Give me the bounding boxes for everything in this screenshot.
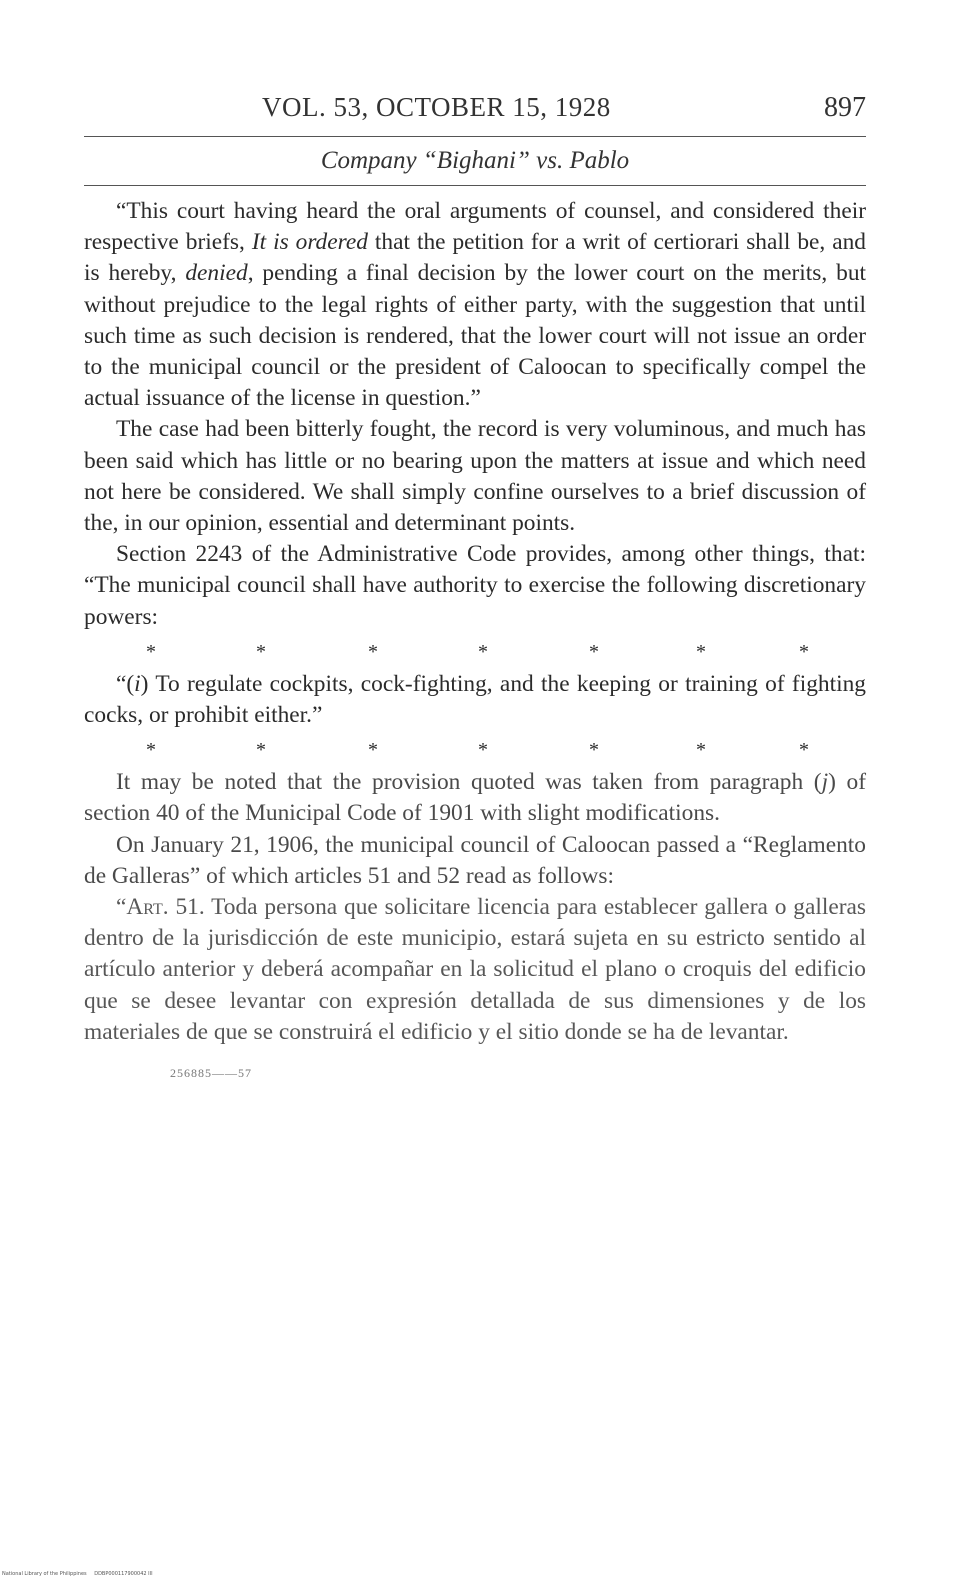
star: * bbox=[478, 640, 488, 663]
paragraph-article-51 bbox=[84, 892, 866, 1048]
provision-note-letter: j bbox=[821, 769, 829, 796]
star: * bbox=[256, 640, 266, 663]
provision-note-part-2: ) of section 40 of the Municipal Code of 1901 with slight modifications. bbox=[84, 769, 866, 827]
article-51-text: 51. Toda persona que solicitare licencia para establecer gallera o galleras dentro de la jurisdicción de este municipio, estará sujeta en su estricto sentido al artículo anterior y deberá acompañar en la solicitud el plano o croquis del edificio que se desee levantar con expresión detallada de sus dimensiones y de los materiales de que se construirá el edificio y el sitio donde se ha de levantar. bbox=[84, 894, 866, 1045]
printer-code: 256885——57 bbox=[170, 1066, 252, 1081]
article-prefix: “Art. bbox=[116, 894, 169, 921]
ellipsis-stars-1 bbox=[84, 633, 866, 669]
header-rule-bottom bbox=[84, 185, 866, 186]
it-is-ordered-emphasis: It is ordered bbox=[251, 229, 368, 256]
order-quote-part-2: that the petition for a writ of certiorari shall be, and is hereby, bbox=[84, 229, 866, 287]
star: * bbox=[589, 739, 599, 762]
image-id: DDBP000117900042 III bbox=[94, 1571, 153, 1577]
paragraph-quote-i bbox=[84, 669, 866, 731]
star: * bbox=[696, 640, 706, 663]
star: * bbox=[256, 739, 266, 762]
page-header bbox=[84, 92, 866, 132]
star: * bbox=[589, 640, 599, 663]
paragraph-reglamento: On January 21, 1906, the municipal council of Caloocan passed a “Reglamento de Galleras” of which articles 51 and 52 read as follows: bbox=[84, 831, 866, 889]
denied-emphasis: denied bbox=[185, 260, 248, 287]
document-page bbox=[84, 92, 866, 1081]
header-rule-top bbox=[84, 136, 866, 137]
provision-note-part-1: It may be noted that the provision quoted was taken from paragraph ( bbox=[116, 769, 822, 796]
library-footer bbox=[2, 1571, 159, 1577]
case-title: Company “Bighani” vs. Pablo bbox=[320, 147, 630, 174]
paragraph-order-quote bbox=[84, 196, 866, 414]
paragraph-section-2243: Section 2243 of the Administrative Code provides, among other things, that: “The municipal council shall have authority to exercise the following discretionary powers: bbox=[84, 541, 866, 630]
paragraph-provision-note bbox=[84, 767, 866, 829]
order-quote-part-1: “This court having heard the oral arguments of counsel, and considered their respective briefs, bbox=[84, 198, 866, 256]
star: * bbox=[696, 739, 706, 762]
quote-i-letter: i bbox=[134, 670, 141, 697]
star: * bbox=[146, 640, 156, 663]
ellipsis-stars-2 bbox=[84, 731, 866, 767]
quote-i-text: ) To regulate cockpits, cock-fighting, and the keeping or training of fighting cocks, or prohibit either.” bbox=[84, 670, 866, 729]
star: * bbox=[368, 739, 378, 762]
star: * bbox=[368, 640, 378, 663]
quote-i-open: “( bbox=[116, 670, 135, 697]
star: * bbox=[799, 739, 809, 762]
running-head: VOL. 53, OCTOBER 15, 1928 bbox=[262, 92, 611, 122]
star: * bbox=[146, 739, 156, 762]
page-number: 897 bbox=[824, 92, 866, 123]
paragraph-case-fought: The case had been bitterly fought, the record is very voluminous, and much has been said which has little or no bearing upon the matters at issue and which need not here be considered. We shall simply confine ourselves to a brief discussion of the, in our opinion, essential and determinant points. bbox=[84, 416, 866, 537]
star: * bbox=[799, 640, 809, 663]
library-name: National Library of the Philippines bbox=[2, 1571, 87, 1577]
order-quote-part-3: , pending a final decision by the lower court on the merits, but without prejudice to the legal rights of either party, with the suggestion that until such time as such decision is rendered, that the lower court will not issue an order to the municipal council or the president of Caloocan to specifically compel the actual issuance of the license in question.” bbox=[84, 260, 867, 412]
star: * bbox=[478, 739, 488, 762]
